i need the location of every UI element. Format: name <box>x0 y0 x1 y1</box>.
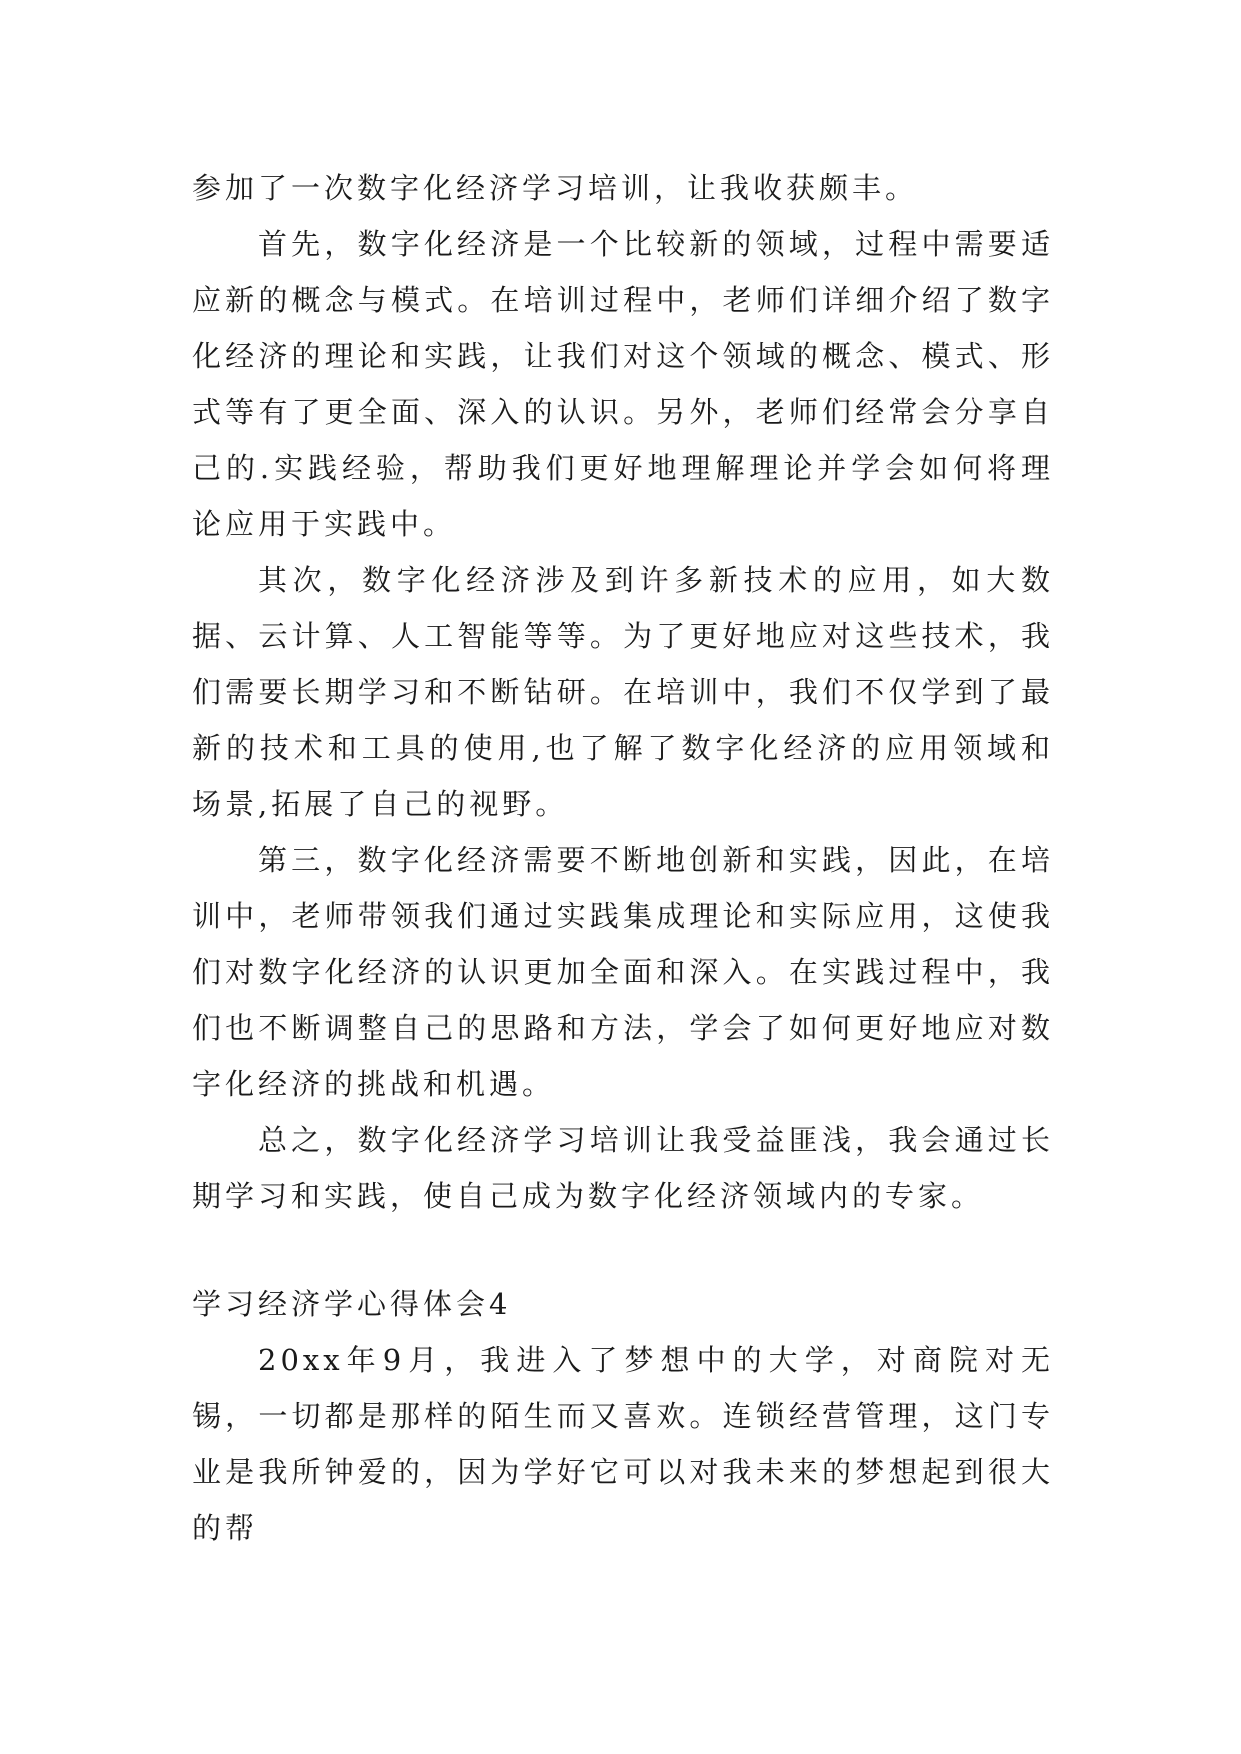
paragraph-first-point: 首先，数字化经济是一个比较新的领域，过程中需要适应新的概念与模式。在培训过程中，老师们详细介绍了数字化经济的理论和实践，让我们对这个领域的概念、模式、形式等有了更全面、深入的认识。另外，老师们经常会分享自己的.实践经验，帮助我们更好地理解理论并学会如何将理论应用于实践中。 <box>192 227 1054 541</box>
paragraph-third-point: 第三，数字化经济需要不断地创新和实践，因此，在培训中，老师带领我们通过实践集成理论和实际应用，这使我们对数字化经济的认识更加全面和深入。在实践过程中，我们也不断调整自己的思路和方法，学会了如何更好地应对数字化经济的挑战和机遇。 <box>192 843 1054 1101</box>
document-body <box>192 160 1054 1556</box>
paragraph-second-point: 其次，数字化经济涉及到许多新技术的应用，如大数据、云计算、人工智能等等。为了更好地应对这些技术，我们需要长期学习和不断钻研。在培训中，我们不仅学到了最新的技术和工具的使用,也了解了数字化经济的应用领域和场景,拓展了自己的视野。 <box>192 563 1054 821</box>
paragraph-conclusion: 总之，数字化经济学习培训让我受益匪浅，我会通过长期学习和实践，使自己成为数字化经济领域内的专家。 <box>192 1123 1054 1213</box>
paragraph-continued: 参加了一次数字化经济学习培训，让我收获颇丰。 <box>192 171 919 205</box>
section-heading: 学习经济学心得体会4 <box>192 1287 512 1321</box>
paragraph-section-intro: 20xx年9月，我进入了梦想中的大学，对商院对无锡，一切都是那样的陌生而又喜欢。连锁经营管理，这门专业是我所钟爱的，因为学好它可以对我未来的梦想起到很大的帮 <box>192 1343 1054 1545</box>
